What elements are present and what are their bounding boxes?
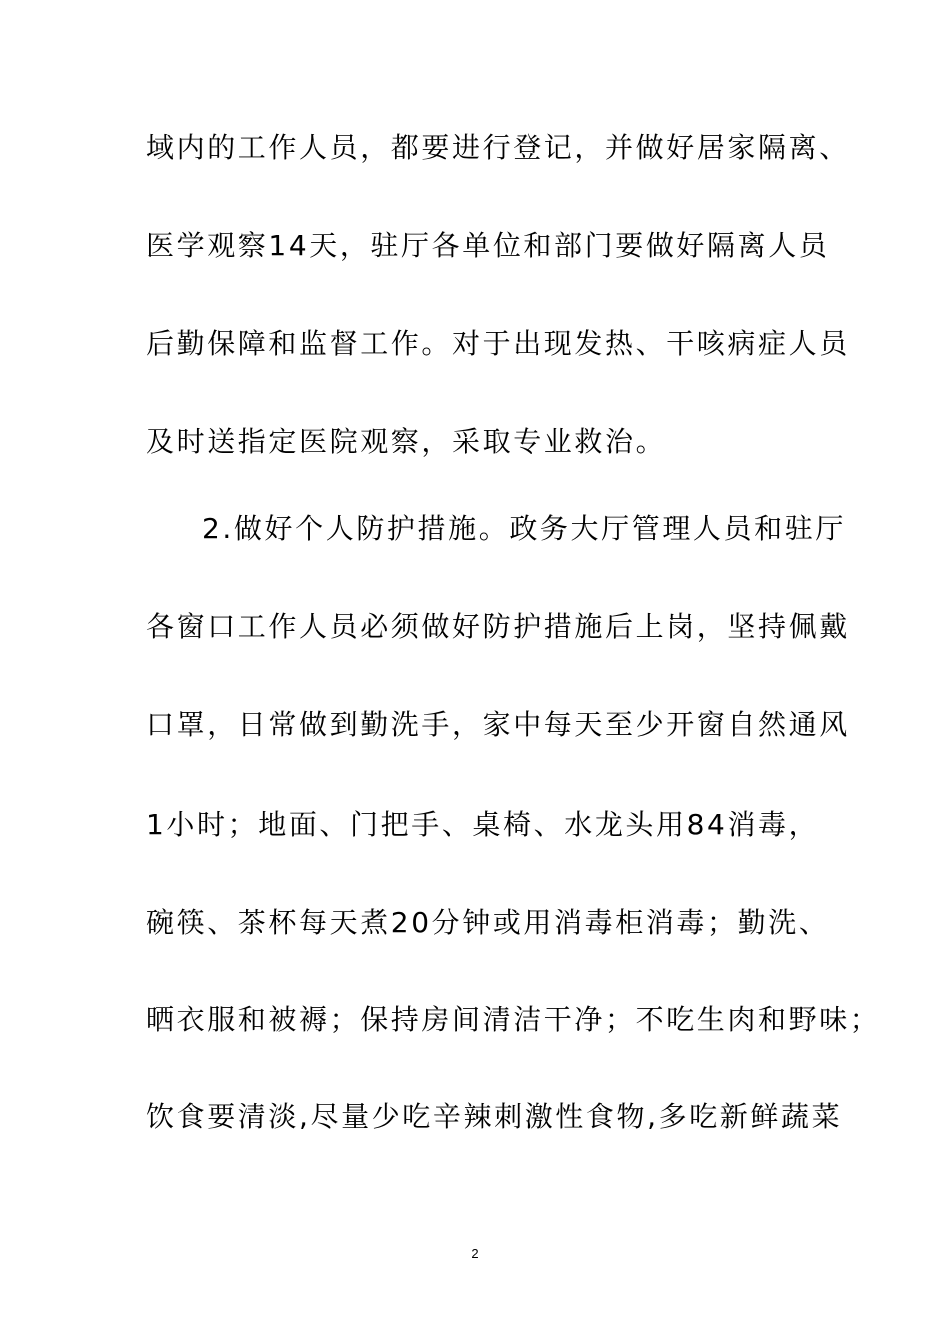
page-number: 2 — [471, 1246, 479, 1261]
paragraph-line: 各窗口工作人员必须做好防护措施后上岗，坚持佩戴 — [146, 610, 850, 643]
paragraph-line: 2.做好个人防护措施。政务大厅管理人员和驻厅 — [202, 512, 846, 545]
paragraph-line: 医学观察14天，驻厅各单位和部门要做好隔离人员 — [146, 229, 830, 262]
paragraph-line: 饮食要清淡,尽量少吃辛辣刺激性食物,多吃新鲜蔬菜 — [146, 1100, 843, 1133]
paragraph-line: 及时送指定医院观察，采取专业救治。 — [146, 425, 667, 458]
paragraph-line: 碗筷、茶杯每天煮20分钟或用消毒柜消毒；勤洗、 — [146, 906, 830, 939]
paragraph-line: 域内的工作人员，都要进行登记，并做好居家隔离、 — [146, 131, 850, 164]
paragraph-line: 口罩，日常做到勤洗手，家中每天至少开窗自然通风 — [146, 708, 850, 741]
paragraph-line: 后勤保障和监督工作。对于出现发热、干咳病症人员 — [146, 327, 850, 360]
paragraph-line: 1小时；地面、门把手、桌椅、水龙头用84消毒， — [146, 808, 820, 841]
paragraph-line: 晒衣服和被褥；保持房间清洁干净；不吃生肉和野味； — [146, 1003, 881, 1036]
